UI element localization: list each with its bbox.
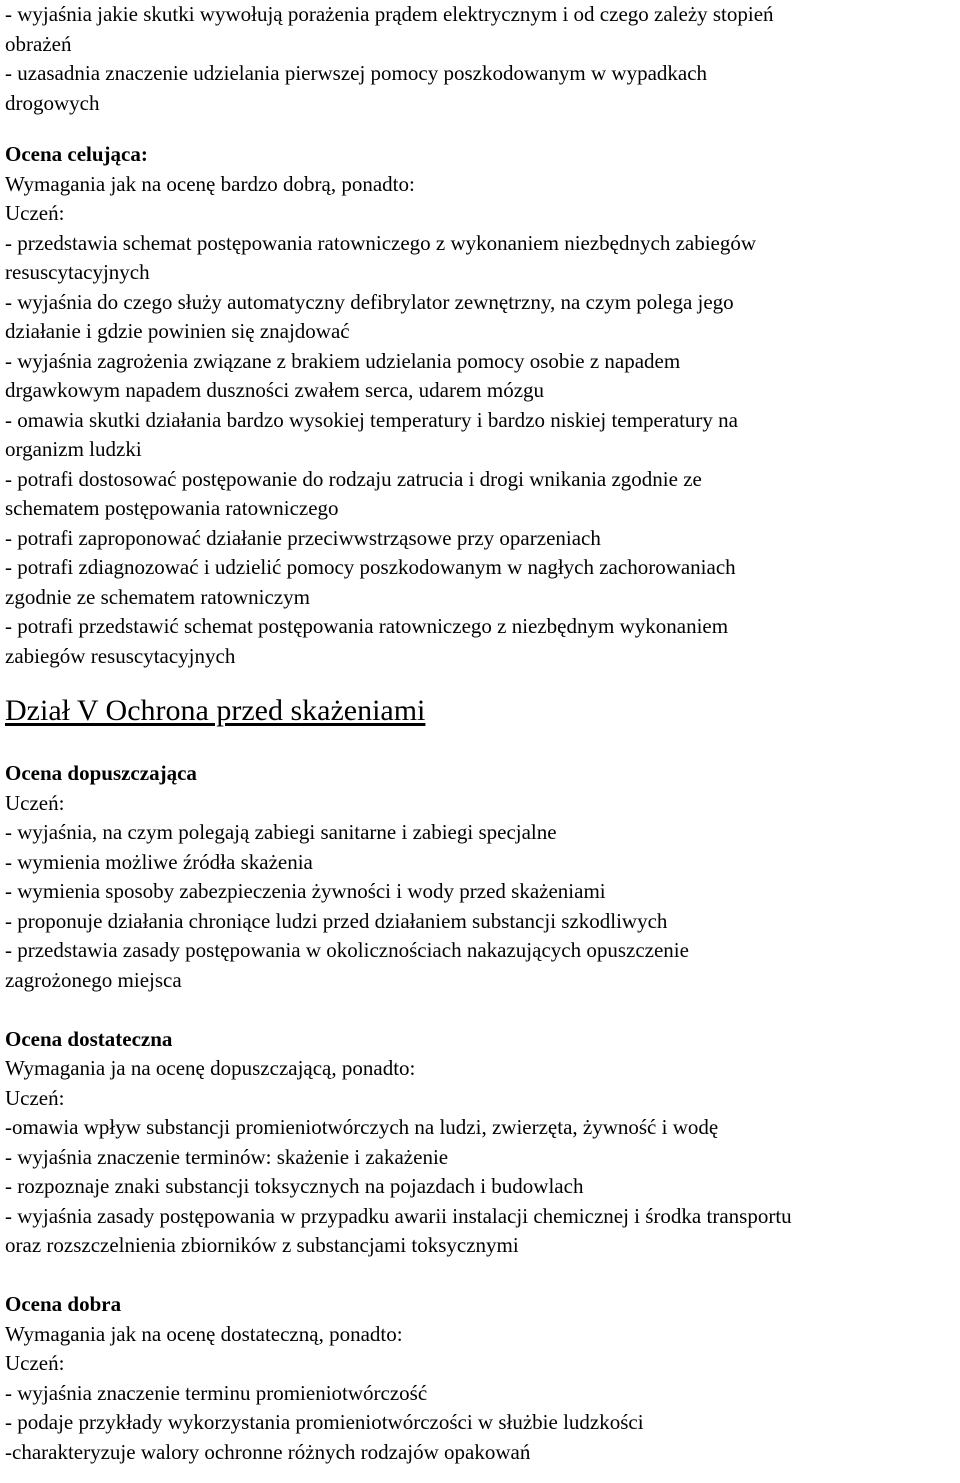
requirement-line: - wymienia sposoby zabezpieczenia żywności i wody przed skażeniami: [5, 879, 606, 903]
requirement-line: organizm ludzki: [5, 437, 142, 461]
requirement-line: - potrafi dostosować postępowanie do rodzaju zatrucia i drogi wnikania zgodnie ze: [5, 466, 702, 491]
spacer: [5, 118, 957, 140]
requirement-line: - wyjaśnia znaczenie terminów: skażenie i zakażenie: [5, 1144, 449, 1169]
requirement-line: - potrafi przedstawić schemat postępowania ratowniczego z niezbędnym wykonaniem: [5, 614, 729, 638]
requirement-line: - proponuje działania chroniące ludzi przed działaniem substancji szkodliwych: [5, 908, 668, 933]
intro-block: [5, 0, 957, 118]
requirement-line: - wyjaśnia do czego służy automatyczny defibrylator zewnętrzny, na czym polega jego: [5, 289, 734, 314]
requirement-line: - przedstawia zasady postępowania w okolicznościach nakazujących opuszczenie: [5, 938, 689, 962]
requirement-line: schematem postępowania ratowniczego: [5, 496, 339, 520]
requirement-line: -charakteryzuje walory ochronne różnych rodzajów opakowań: [5, 1439, 531, 1464]
requirement-line: resuscytacyjnych: [5, 260, 150, 284]
spacer: [5, 995, 957, 1025]
requirement-line: oraz rozszczelnienia zbiorników z substancjami toksycznymi: [5, 1233, 519, 1257]
spacer: [5, 1261, 957, 1291]
requirement-line: - wyjaśnia znaczenie terminu promieniotwórczość: [5, 1380, 428, 1405]
requirement-line: - wyjaśnia zagrożenia związane z brakiem udzielania pomocy osobie z napadem: [5, 348, 681, 373]
requirement-line: działanie i gdzie powinien się znajdować: [5, 319, 350, 343]
requirement-line: - potrafi zdiagnozować i udzielić pomocy poszkodowanym w nagłych zachorowaniach: [5, 555, 736, 579]
grade-heading: Ocena dostateczna: [5, 1026, 173, 1051]
requirement-line: drgawkowym napadem duszności zwałem serca, udarem mózgu: [5, 378, 545, 402]
grade-heading: Ocena dobra: [5, 1292, 122, 1316]
grade-dobra: [5, 1290, 957, 1467]
requirement-line: -omawia wpływ substancji promieniotwórczych na ludzi, zwierzęta, żywność i wodę: [5, 1115, 719, 1139]
intro-line: obrażeń: [5, 31, 72, 56]
requirement-line: - wyjaśnia, na czym polegają zabiegi sanitarne i zabiegi specjalne: [5, 820, 557, 844]
requirement-line: zgodnie ze schematem ratowniczym: [5, 584, 310, 609]
requirement-line: - podaje przykłady wykorzystania promieniotwórczości w służbie ludzkości: [5, 1410, 644, 1434]
grade-intro: Wymagania jak na ocenę dostateczną, ponadto:: [5, 1321, 403, 1346]
grade-dostateczna: [5, 1025, 957, 1261]
grade-dopuszczajaca: [5, 759, 957, 995]
requirement-line: - wyjaśnia zasady postępowania w przypadku awarii instalacji chemicznej i środka transportu: [5, 1203, 792, 1228]
intro-line: - wyjaśnia jakie skutki wywołują porażenia prądem elektrycznym i od czego zależy stopień: [5, 2, 774, 26]
student-label: Uczeń:: [5, 790, 65, 815]
requirement-line: zagrożonego miejsca: [5, 967, 182, 992]
grade-intro: Wymagania jak na ocenę bardzo dobrą, ponadto:: [5, 171, 415, 196]
requirement-line: - rozpoznaje znaki substancji toksycznych na pojazdach i budowlach: [5, 1174, 584, 1198]
requirement-line: zabiegów resuscytacyjnych: [5, 643, 236, 668]
requirement-line: - wymienia możliwe źródła skażenia: [5, 849, 313, 874]
grade-heading: Ocena celująca:: [5, 142, 148, 166]
requirement-line: - omawia skutki działania bardzo wysokiej temperatury i bardzo niskiej temperatury na: [5, 407, 739, 432]
grade-intro: Wymagania ja na ocenę dopuszczającą, ponadto:: [5, 1056, 416, 1080]
student-label: Uczeń:: [5, 201, 65, 225]
student-label: Uczeń:: [5, 1351, 65, 1375]
grade-celujaca: [5, 140, 957, 671]
student-label: Uczeń:: [5, 1085, 65, 1110]
requirement-line: - przedstawia schemat postępowania ratowniczego z wykonaniem niezbędnych zabiegów: [5, 230, 757, 255]
intro-line: - uzasadnia znaczenie udzielania pierwszej pomocy poszkodowanym w wypadkach: [5, 61, 708, 85]
section-title: Dział V Ochrona przed skażeniami: [5, 694, 426, 727]
grade-heading: Ocena dopuszczająca: [5, 761, 197, 785]
intro-line: drogowych: [5, 90, 100, 115]
requirement-line: - potrafi zaproponować działanie przeciwwstrząsowe przy oparzeniach: [5, 525, 601, 550]
